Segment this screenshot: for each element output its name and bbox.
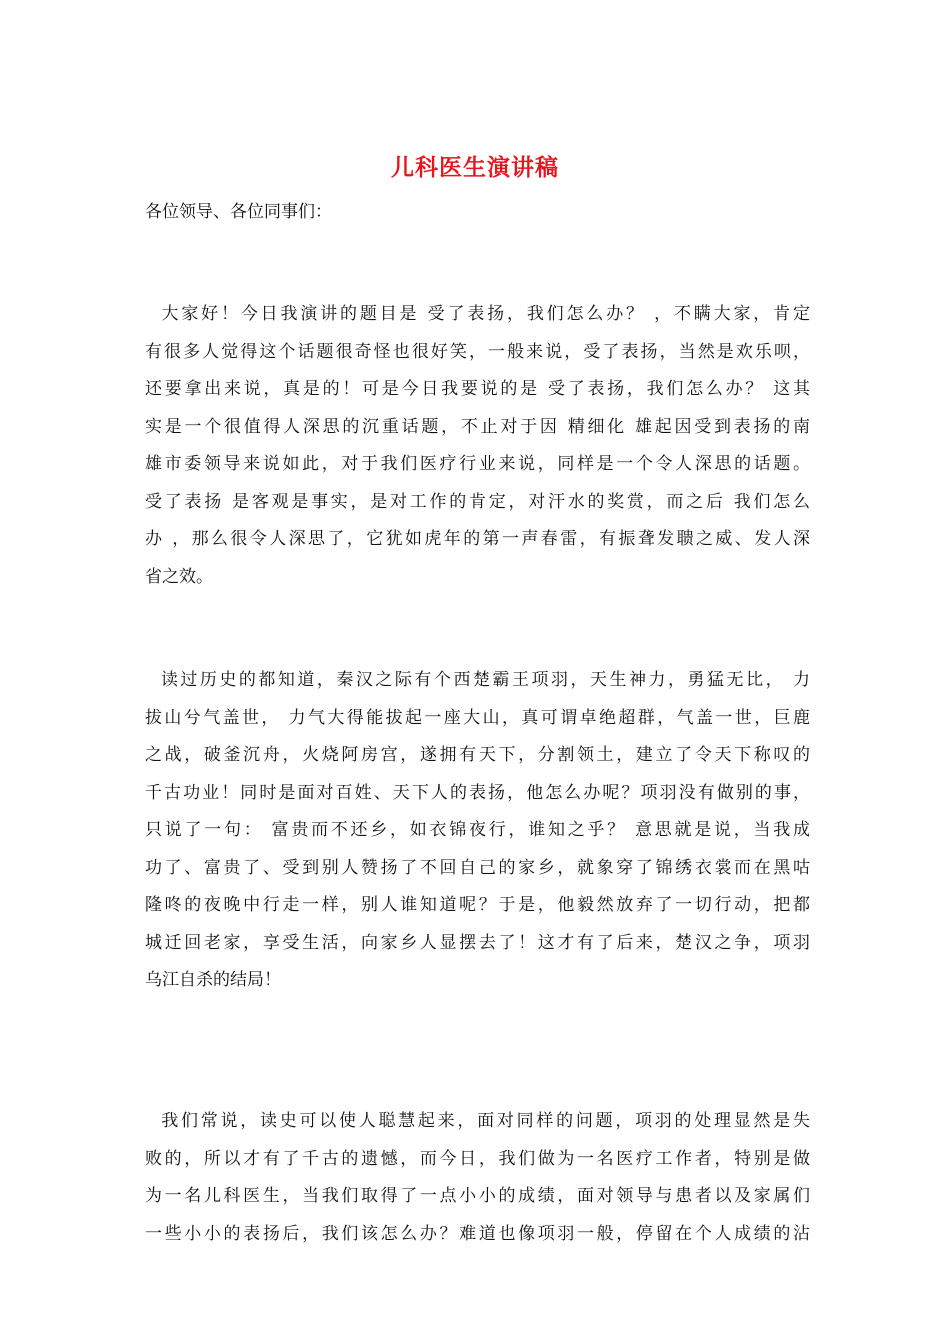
paragraph-2 <box>145 662 810 1000</box>
salutation: 各位领导、各位同事们： <box>145 202 332 222</box>
document-title: 儿科医生演讲稿 <box>391 154 559 181</box>
paragraph-line: 为一名儿科医生，当我们取得了一点小小的成绩，面对领导与患者以及家属们 <box>145 1186 810 1206</box>
paragraph-line: 之战，破釜沉舟，火烧阿房宫，遂拥有天下，分割领土，建立了令天下称叹的 <box>145 745 810 765</box>
paragraph-line: 还要拿出来说，真是的！可是今日我要说的是 受了表扬，我们怎么办？ 这其 <box>145 379 810 399</box>
paragraph-line: 拔山兮气盖世， 力气大得能拔起一座大山，真可谓卓绝超群，气盖一世，巨鹿 <box>145 707 810 728</box>
paragraph-line: 大家好！今日我演讲的题目是 受了表扬，我们怎么办？ ，不瞒大家，肯定 <box>145 304 810 324</box>
paragraph-line: 只说了一句： 富贵而不还乡，如衣锦夜行，谁知之乎？ 意思就是说，当我成 <box>145 820 810 840</box>
paragraph-line: 办 ，那么很令人深思了，它犹如虎年的第一声春雷，有振聋发聩之威、发人深 <box>145 529 810 549</box>
paragraph-line: 省之效。 <box>145 566 213 587</box>
paragraph-line: 城迁回老家，享受生活，向家乡人显摆去了！这才有了后来，楚汉之争，项羽 <box>145 932 810 953</box>
paragraph-line: 功了、富贵了、受到别人赞扬了不回自己的家乡，就象穿了锦绣衣裳而在黑咕 <box>145 857 810 878</box>
paragraph-line: 隆咚的夜晚中行走一样，别人谁知道呢？于是，他毅然放弃了一切行动，把都 <box>145 895 810 915</box>
paragraph-3 <box>145 1103 810 1253</box>
paragraph-line: 受了表扬 是客观是事实，是对工作的肯定，对汗水的奖赏，而之后 我们怎么 <box>145 491 810 512</box>
paragraph-line: 实是一个很值得人深思的沉重话题，不止对于因 精细化 雄起因受到表扬的南 <box>145 416 810 437</box>
paragraph-line: 有很多人觉得这个话题很奇怪也很好笑，一般来说，受了表扬，当然是欢乐呗， <box>145 341 810 362</box>
paragraph-line: 千古功业！同时是面对百姓、天下人的表扬，他怎么办呢？项羽没有做别的事， <box>145 782 810 803</box>
paragraph-line: 一些小小的表扬后，我们该怎么办？难道也像项羽一般，停留在个人成绩的沾 <box>145 1223 810 1244</box>
paragraph-line: 我们常说，读史可以使人聪慧起来，面对同样的问题，项羽的处理显然是失 <box>145 1111 810 1131</box>
paragraph-line: 读过历史的都知道，秦汉之际有个西楚霸王项羽，天生神力，勇猛无比， 力 <box>145 670 810 690</box>
paragraph-line: 乌江自杀的结局！ <box>145 970 281 990</box>
paragraph-line: 败的，所以才有了千古的遗憾，而今日，我们做为一名医疗工作者，特别是做 <box>145 1148 810 1169</box>
paragraph-line: 雄市委领导来说如此，对于我们医疗行业来说，同样是一个令人深思的话题。 <box>145 454 810 474</box>
paragraph-1 <box>145 296 810 596</box>
